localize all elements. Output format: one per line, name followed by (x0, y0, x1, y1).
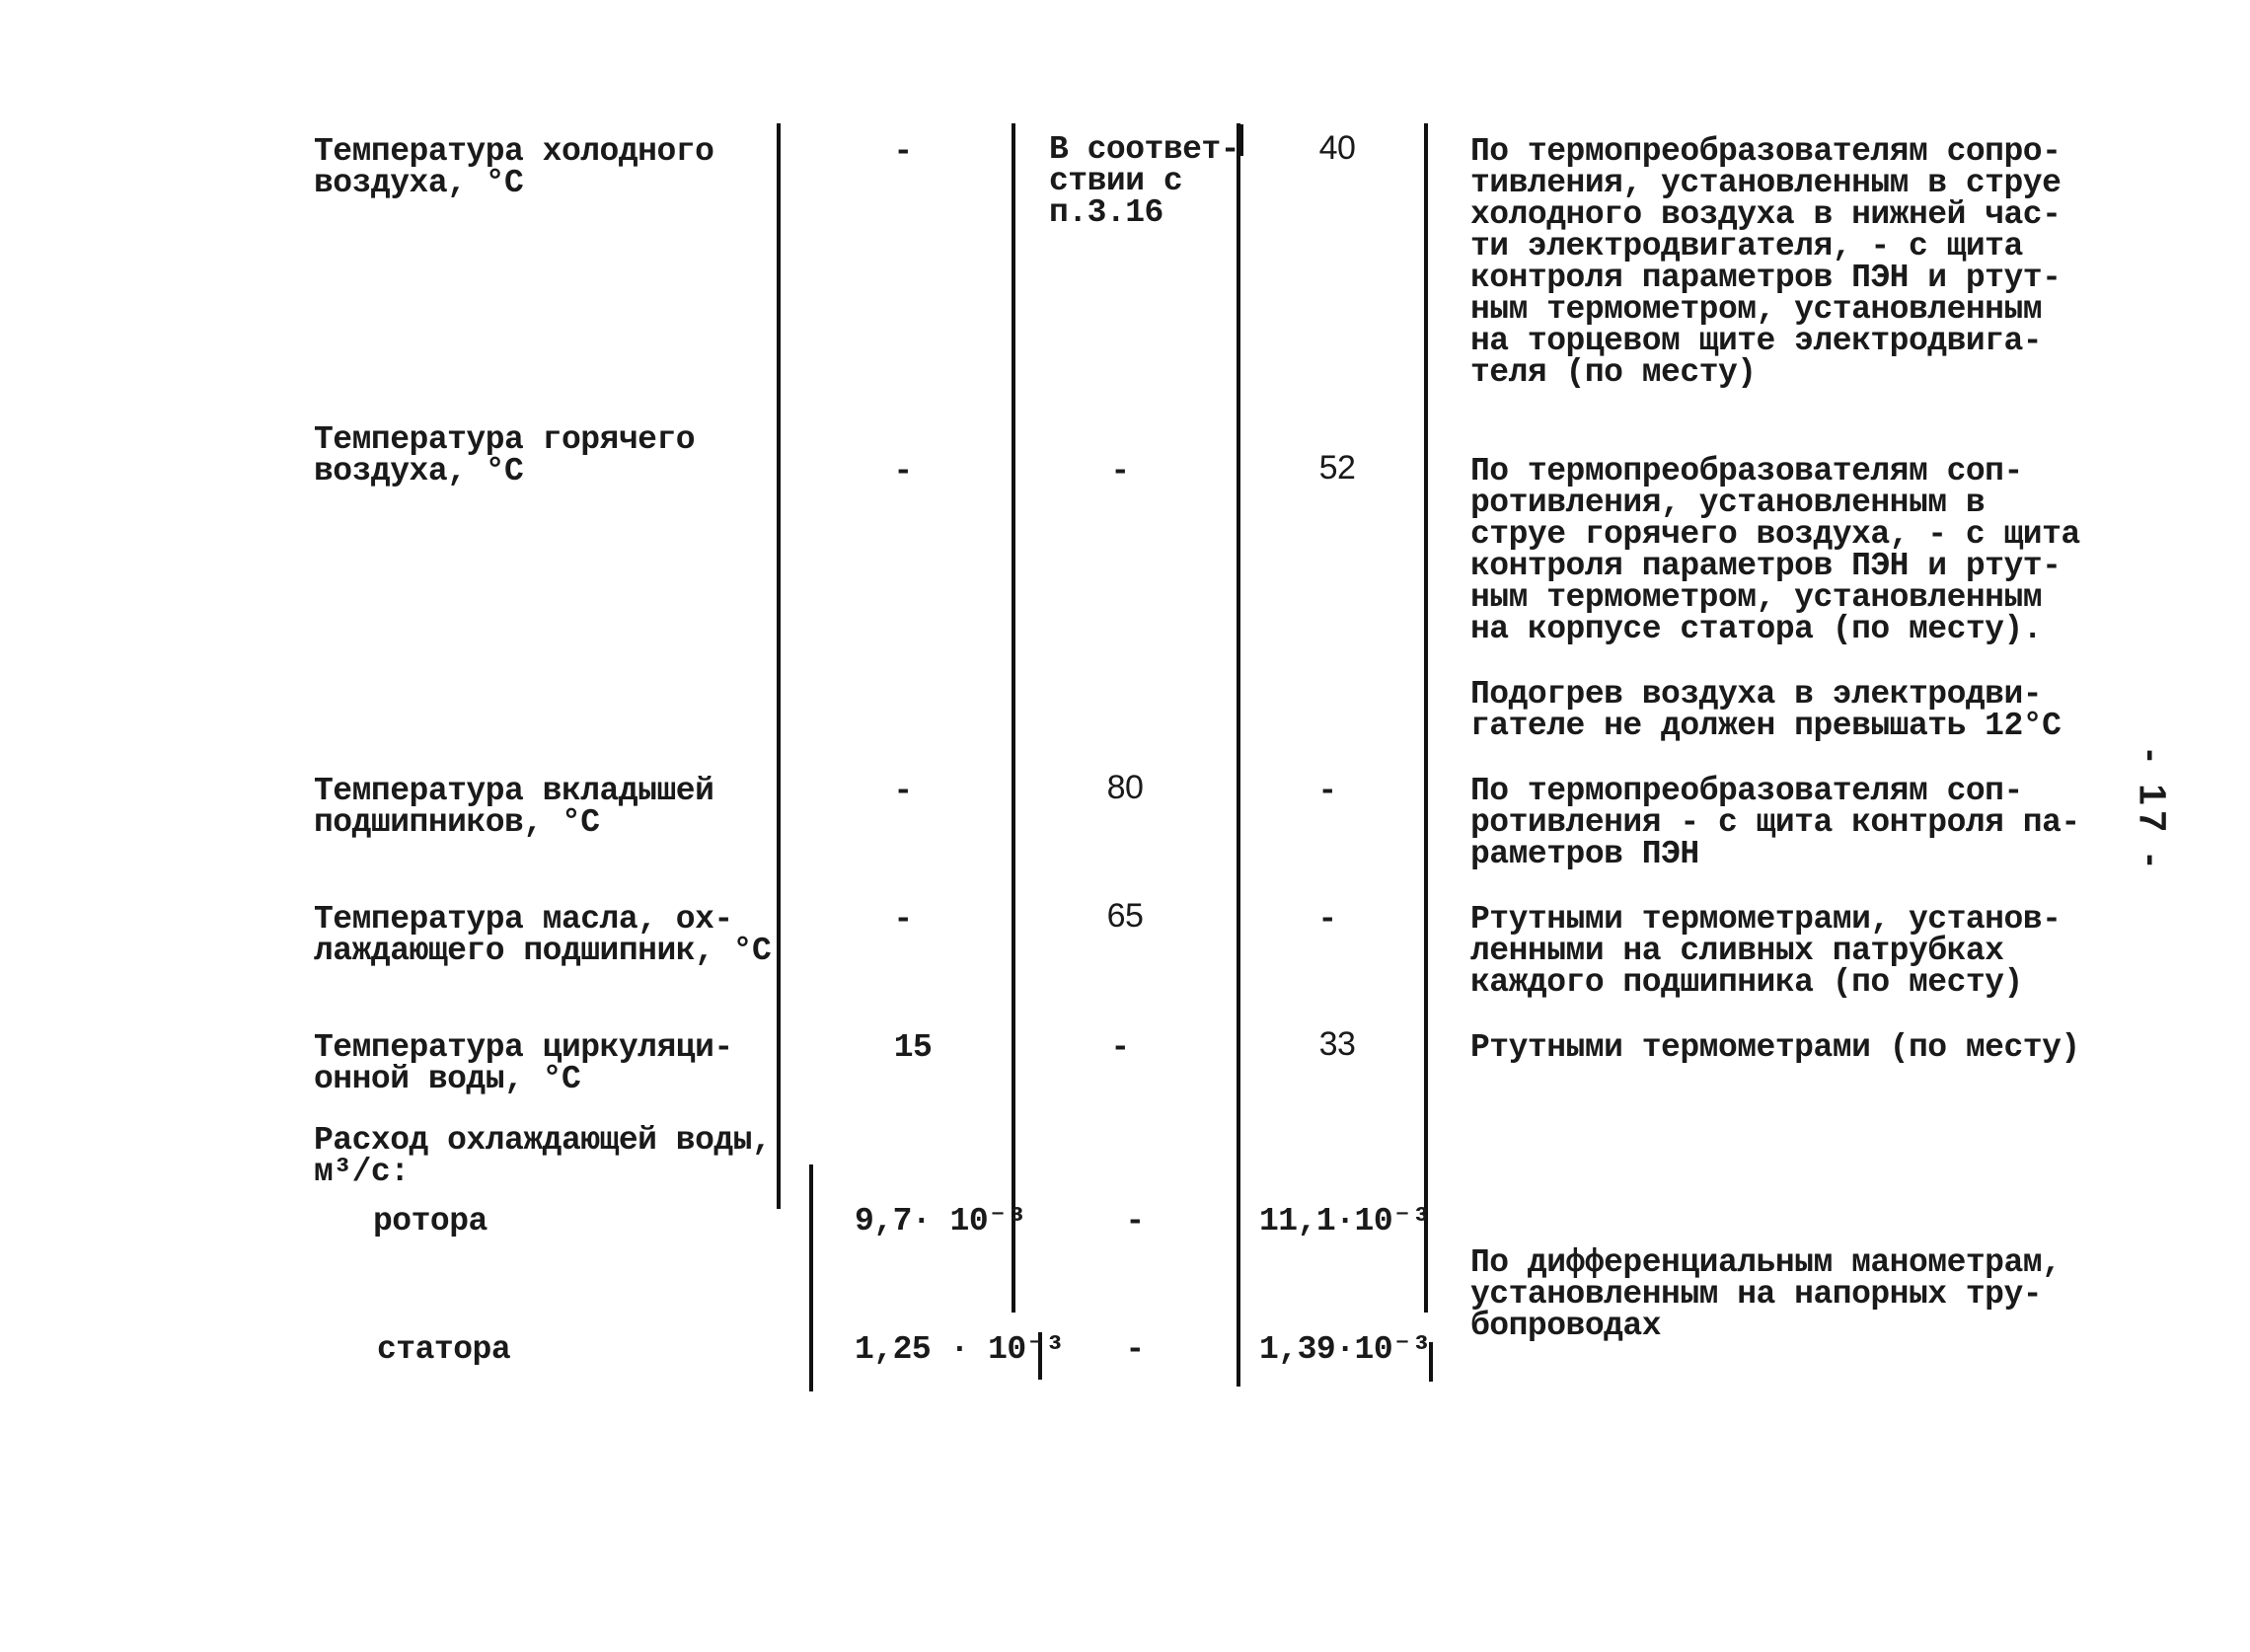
rotor-col3: 11,1·10⁻³ (1259, 1203, 1431, 1239)
circulating-water-col3: 33 (1318, 1025, 1356, 1063)
rotor-col1: 9,7· 10⁻³ (855, 1203, 1026, 1239)
cold-air-col1: - (893, 133, 913, 170)
water-flow-method: По дифференциальным манометрам, установленным на напорных тру- бопроводах (1470, 1244, 2062, 1344)
hot-air-col1: - (893, 453, 913, 489)
bearing-liners-col3: - (1317, 773, 1337, 809)
column-divider-3-tick (1240, 124, 1243, 156)
param-bearing-liners: Температура вкладышей подшипников, °С (314, 773, 714, 841)
circulating-water-method: Ртутными термометрами (по месту) (1470, 1029, 2080, 1066)
bearing-liners-col1: - (893, 773, 913, 809)
column-divider-2 (1012, 123, 1015, 1313)
oil-col3: - (1317, 901, 1337, 938)
water-flow-title: Расход охлаждающей воды, м³/с: (314, 1122, 772, 1190)
hot-air-method: По термопреобразователям соп- ротивления, установленным в струе горячего воздуха, - с щита контроля параметров ПЭН и ртут- ным термометром, установленным на корпусе статора (по месту). (1470, 453, 2080, 647)
bearing-liners-method: По термопреобразователям соп- ротивления - с щита контроля па- раметров ПЭН (1470, 773, 2080, 872)
column-divider-1-lower (809, 1164, 813, 1391)
cold-air-col3: 40 (1318, 129, 1356, 167)
param-hot-air: Температура горячего воздуха, °С (314, 421, 696, 489)
param-circulating-water: Температура циркуляци- онной воды, °С (314, 1029, 733, 1097)
bearing-liners-col2: 80 (1106, 769, 1144, 806)
column-divider-3 (1237, 123, 1240, 1387)
circulating-water-col2: - (1110, 1029, 1130, 1066)
cold-air-method: По термопреобразователям сопро- тивления, установленным в струе холодного воздуха в нижней час- ти электродвигателя, - с щита контроля параметров ПЭН и ртут- ным термометром, установленным на торцевом щите электродвига- теля (по месту) (1470, 133, 2062, 391)
stator-label: статора (377, 1331, 511, 1368)
cold-air-col2: В соответ- ствии с п.3.16 (1049, 131, 1240, 231)
column-divider-1 (777, 123, 781, 1209)
hot-air-note: Подогрев воздуха в электродви- гателе не должен превышать 12°С (1470, 676, 2062, 744)
page-number: - 17 - (2131, 749, 2173, 872)
rotor-label: ротора (373, 1203, 488, 1239)
oil-col1: - (893, 901, 913, 938)
param-cold-air: Температура холодного воздуха, °С (314, 133, 714, 201)
stator-col2: - (1125, 1331, 1145, 1368)
rotor-col2: - (1125, 1203, 1145, 1239)
param-oil: Температура масла, ох- лаждающего подшипник, °С (314, 901, 772, 969)
column-divider-4 (1424, 123, 1428, 1313)
stator-col3: 1,39·10⁻³ (1259, 1331, 1431, 1368)
oil-col2: 65 (1106, 897, 1144, 935)
hot-air-col2: - (1110, 453, 1130, 489)
hot-air-col3: 52 (1318, 449, 1356, 487)
oil-method: Ртутными термометрами, установ- ленными на сливных патрубках каждого подшипника (по месту) (1470, 901, 2062, 1001)
circulating-water-col1: 15 (893, 1029, 933, 1066)
stator-col1: 1,25 · 10⁻³ (855, 1331, 1065, 1368)
